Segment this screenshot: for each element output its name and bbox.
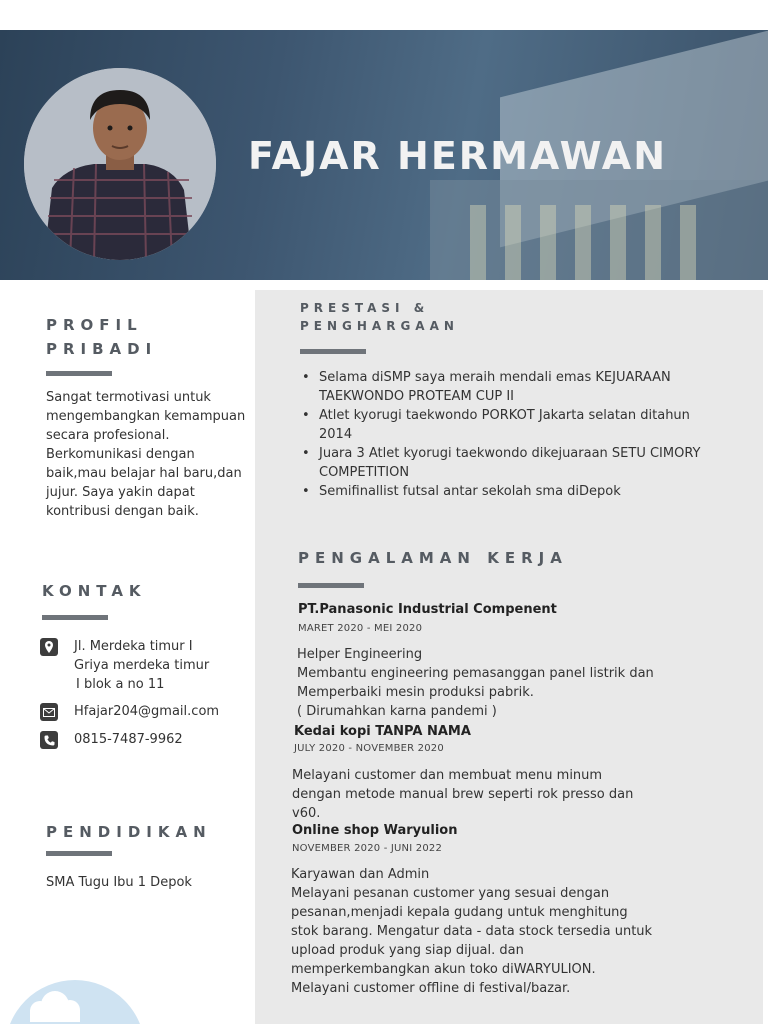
awards-list <box>300 368 710 501</box>
job-company: Online shop Waryulion <box>292 823 458 838</box>
profile-photo <box>24 68 216 260</box>
awards-heading-line1: PRESTASI & <box>300 301 430 315</box>
phone-text[interactable]: 0815-7487-9962 <box>74 732 183 747</box>
job-date: MARET 2020 - MEI 2020 <box>298 623 423 634</box>
experience-divider <box>298 583 364 588</box>
background-pillar <box>470 205 486 280</box>
phone-icon <box>40 731 58 749</box>
education-heading: PENDIDIKAN <box>46 823 212 841</box>
awards-divider <box>300 349 366 354</box>
awards-heading-line2: PENGHARGAAN <box>300 319 459 333</box>
contact-address <box>40 637 209 694</box>
background-pillar <box>680 205 696 280</box>
education-divider <box>46 851 112 856</box>
list-item: • Selama diSMP saya meraih mendali emas KEJUARAAN TAEKWONDO PROTEAM CUP II <box>300 368 710 406</box>
job-company: PT.Panasonic Industrial Compenent <box>298 602 557 617</box>
contact-phone <box>40 730 183 749</box>
profile-summary: Sangat termotivasi untuk mengembangkan kemampuan secara profesional. Berkomunikasi dengan baik,mau belajar hal baru,dan jujur. Saya yakin dapat kontribusi dengan baik. <box>46 390 246 519</box>
profile-heading-line2: PRIBADI <box>46 340 158 358</box>
background-pillar <box>575 205 591 280</box>
email-text[interactable]: Hfajar204@gmail.com <box>74 704 220 719</box>
address-line-1: Jl. Merdeka timur I <box>74 639 193 654</box>
job-description: Karyawan dan Admin Melayani pesanan customer yang sesuai dengan pesanan,menjadi kepala gudang untuk menghitung stok barang. Mengatur data - data stock tersedia untuk upload produk yang siap dijual. dan memperkembangkan akun toko diWARYULION. Melayani customer offline di festival/bazar. <box>291 867 653 996</box>
background-pillar <box>610 205 626 280</box>
background-pillar <box>540 205 556 280</box>
address-line-3: I blok a no 11 <box>76 677 165 692</box>
job-company: Kedai kopi TANPA NAMA <box>294 724 471 739</box>
full-name: FAJAR HERMAWAN <box>248 134 668 178</box>
list-item: • Atlet kyorugi taekwondo PORKOT Jakarta selatan ditahun 2014 <box>300 406 710 444</box>
profile-heading-line1: PROFIL <box>46 316 143 334</box>
job-description: Melayani customer dan membuat menu minum dengan metode manual brew seperti rok presso dan v60. <box>292 768 634 821</box>
address-line-2: Griya merdeka timur <box>74 658 210 673</box>
contact-divider <box>42 615 108 620</box>
map-pin-icon <box>40 638 58 656</box>
envelope-icon <box>40 703 58 721</box>
contact-heading: KONTAK <box>42 582 147 600</box>
background-pillar <box>645 205 661 280</box>
job-date: NOVEMBER 2020 - JUNI 2022 <box>292 843 443 854</box>
experience-heading: PENGALAMAN KERJA <box>298 549 568 567</box>
job-date: JULY 2020 - NOVEMBER 2020 <box>294 743 444 754</box>
education-school: SMA Tugu Ibu 1 Depok <box>46 875 192 890</box>
cloud-decoration <box>0 975 150 1024</box>
address-text <box>74 637 209 694</box>
list-item: • Juara 3 Atlet kyorugi taekwondo dikejuaraan SETU CIMORY COMPETITION <box>300 444 710 482</box>
contact-email <box>40 702 219 721</box>
profile-divider <box>46 371 112 376</box>
background-pillar <box>505 205 521 280</box>
list-item: • Semifinallist futsal antar sekolah sma diDepok <box>300 482 710 501</box>
job-description: Helper Engineering Membantu engineering pemasanggan panel listrik dan Memperbaiki mesin produksi pabrik. ( Dirumahkan karna pandemi ) <box>297 647 654 719</box>
